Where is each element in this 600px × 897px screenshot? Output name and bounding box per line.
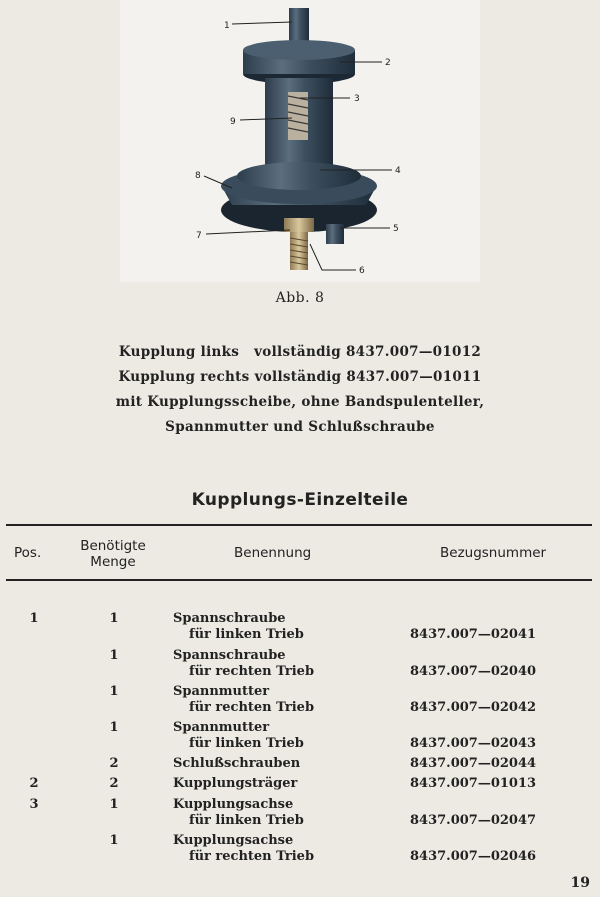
row-name <box>173 684 314 716</box>
row-number: 8437.007—02044 <box>410 756 537 771</box>
row-name-line1: Schlußschrauben <box>173 756 301 771</box>
row-name-line2: für linken Trieb <box>189 627 304 642</box>
callout-9: 9 <box>230 117 236 127</box>
row-name-line1: Spannmutter <box>173 720 270 735</box>
row-name <box>173 648 314 680</box>
row-name-line1: Spannschraube <box>173 648 286 663</box>
assembly-description <box>0 340 600 440</box>
callout-1: 1 <box>224 21 230 31</box>
description-line-3: mit Kupplungsscheibe, ohne Bandspulenteller, <box>115 394 485 410</box>
callout-4: 4 <box>395 166 401 176</box>
row-name-line1: Kupplungsträger <box>173 776 298 791</box>
row-name <box>173 797 304 829</box>
row-name-line1: Spannmutter <box>173 684 270 699</box>
row-number: 8437.007—02042 <box>410 700 537 715</box>
callout-6: 6 <box>359 266 365 276</box>
table-top-rule <box>6 524 592 526</box>
row-name-line1: Kupplungsachse <box>173 833 294 848</box>
row-number: 8437.007—01013 <box>410 776 537 791</box>
callout-7: 7 <box>196 231 202 241</box>
row-name <box>173 720 304 752</box>
row-name-line2: für rechten Trieb <box>189 849 315 864</box>
row-qty: 1 <box>109 611 119 626</box>
callout-8: 8 <box>195 171 201 181</box>
description-line-2: Kupplung rechts vollständig 8437.007—01011 <box>118 369 482 385</box>
row-name-line2: für linken Trieb <box>189 736 304 751</box>
row-qty: 1 <box>109 797 119 812</box>
callout-3: 3 <box>354 94 360 104</box>
row-name <box>173 776 297 792</box>
row-pos: 3 <box>29 797 39 812</box>
header-number: Bezugsnummer <box>440 545 547 561</box>
row-pos: 1 <box>29 611 39 626</box>
callout-5: 5 <box>393 224 399 234</box>
header-qty-line1: Benötigte <box>80 538 146 554</box>
row-name-line1: Kupplungsachse <box>173 797 294 812</box>
row-qty: 1 <box>109 720 119 735</box>
header-pos: Pos. <box>14 545 42 561</box>
row-number: 8437.007—02046 <box>410 849 537 864</box>
row-name <box>173 611 304 643</box>
lock-screw <box>326 224 344 244</box>
pulley-top <box>237 162 361 190</box>
figure-caption: Abb. 8 <box>275 290 325 306</box>
page-number: 19 <box>570 875 590 891</box>
row-name-line2: für rechten Trieb <box>189 700 315 715</box>
row-qty: 1 <box>109 833 119 848</box>
row-qty: 1 <box>109 684 119 699</box>
row-name <box>173 833 314 865</box>
header-qty-line2: Menge <box>90 554 136 570</box>
top-flange-top <box>243 40 355 60</box>
header-qty <box>80 538 146 570</box>
header-name: Benennung <box>234 545 312 561</box>
row-qty: 1 <box>109 648 119 663</box>
parts-table-title: Kupplungs-Einzelteile <box>191 490 409 510</box>
description-line-1: Kupplung links vollständig 8437.007—01012 <box>118 344 482 360</box>
row-name <box>173 756 300 772</box>
row-name-line2: für linken Trieb <box>189 813 304 828</box>
row-number: 8437.007—02047 <box>410 813 537 828</box>
description-line-4: Spannmutter und Schlußschraube <box>165 419 435 435</box>
row-qty: 2 <box>109 756 119 771</box>
row-name-line1: Spannschraube <box>173 611 286 626</box>
coupling-drawing <box>0 0 600 290</box>
table-header-rule <box>6 579 592 581</box>
row-number: 8437.007—02043 <box>410 736 537 751</box>
callout-2: 2 <box>385 58 391 68</box>
row-name-line2: für rechten Trieb <box>189 664 315 679</box>
row-qty: 2 <box>109 776 119 791</box>
row-pos: 2 <box>29 776 39 791</box>
coupling-figure <box>0 0 600 290</box>
row-number: 8437.007—02040 <box>410 664 537 679</box>
row-number: 8437.007—02041 <box>410 627 537 642</box>
